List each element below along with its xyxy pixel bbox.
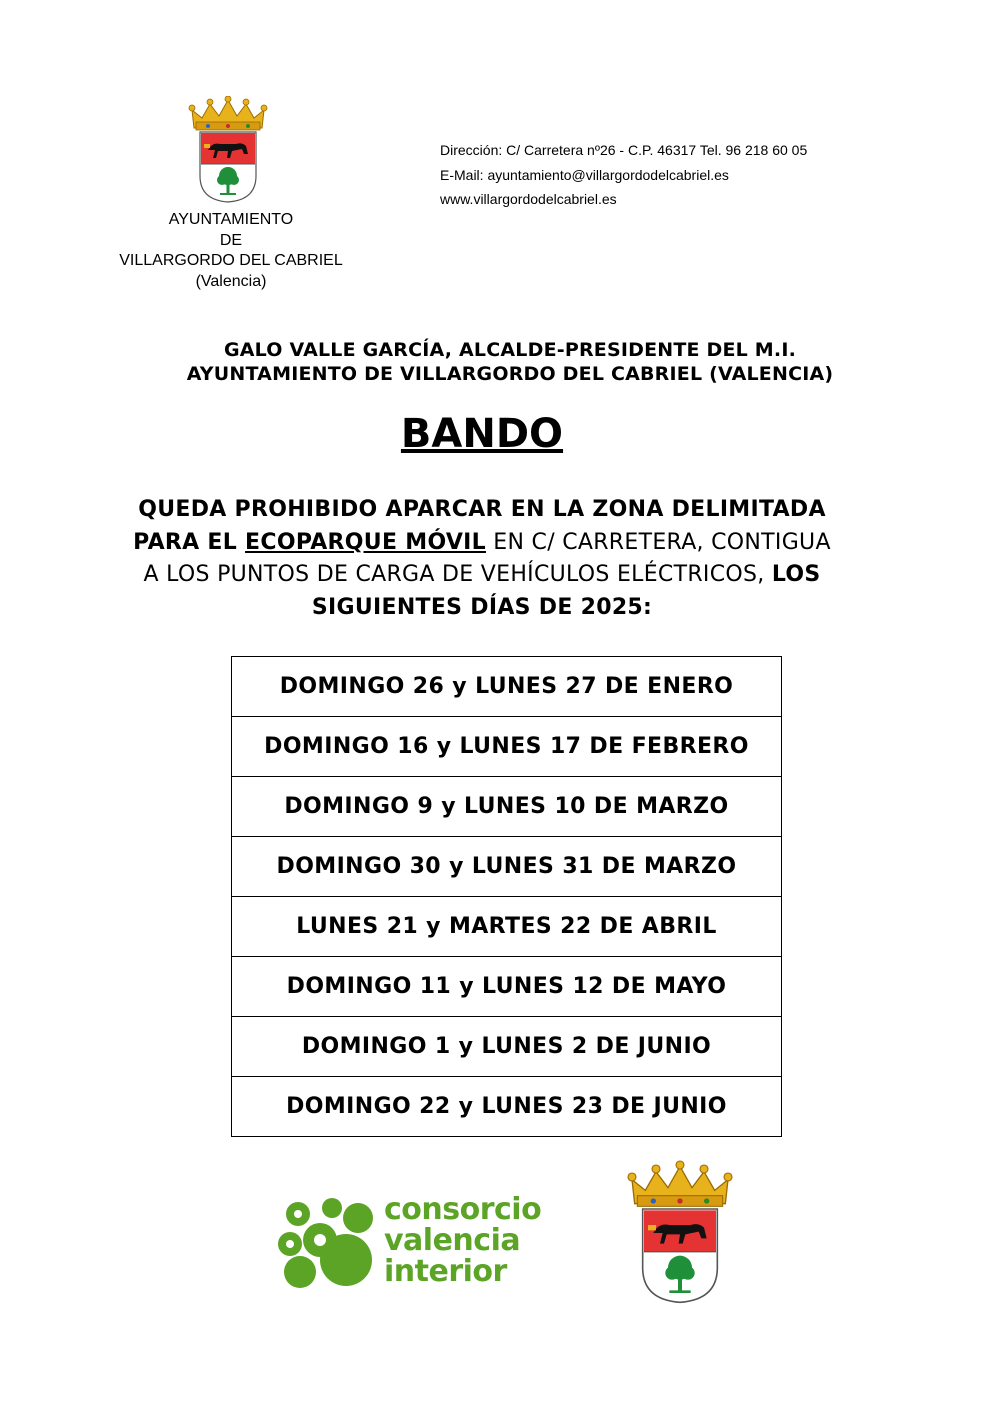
table-row bbox=[232, 1017, 782, 1077]
notice-line-1: QUEDA PROHIBIDO APARCAR EN LA ZONA DELIMITADA bbox=[138, 497, 826, 522]
date-cell: DOMINGO 22 y LUNES 23 DE JUNIO bbox=[232, 1077, 782, 1137]
notice-line-2 bbox=[80, 527, 884, 560]
table-row bbox=[232, 957, 782, 1017]
date-cell: LUNES 21 y MARTES 22 DE ABRIL bbox=[232, 897, 782, 957]
date-cell: DOMINGO 9 y LUNES 10 DE MARZO bbox=[232, 777, 782, 837]
municipality-block bbox=[100, 210, 362, 292]
partner-line: consorcio bbox=[384, 1192, 542, 1227]
date-cell: DOMINGO 11 y LUNES 12 DE MAYO bbox=[232, 957, 782, 1017]
notice-line-2a: PARA EL bbox=[133, 529, 246, 555]
notice-line-2c: EN C/ CARRETERA, CONTIGUA bbox=[485, 529, 831, 555]
table-row bbox=[232, 837, 782, 897]
date-cell: DOMINGO 16 y LUNES 17 DE FEBRERO bbox=[232, 717, 782, 777]
mayor-heading bbox=[60, 338, 960, 386]
partner-line: valencia bbox=[384, 1223, 521, 1258]
notice-line-3b: LOS bbox=[771, 562, 821, 587]
notice-line-4: SIGUIENTES DÍAS DE 2025: bbox=[311, 594, 653, 620]
consorcio-circles-icon bbox=[276, 1196, 376, 1290]
table-row bbox=[232, 897, 782, 957]
contact-block bbox=[440, 138, 807, 212]
document-title: BANDO bbox=[400, 411, 564, 457]
ayto-line: DE bbox=[219, 231, 243, 249]
ayto-line: (Valencia) bbox=[195, 272, 267, 290]
notice-line-3 bbox=[80, 559, 884, 592]
date-cell: DOMINGO 30 y LUNES 31 DE MARZO bbox=[232, 837, 782, 897]
website-link[interactable]: www.villargordodelcabriel.es bbox=[440, 191, 617, 207]
partner-line: interior bbox=[384, 1254, 507, 1289]
dates-table bbox=[231, 656, 782, 1137]
address-text: Dirección: C/ Carretera nº26 - C.P. 46317 Tel. 96 218 60 05 bbox=[440, 142, 808, 158]
heading-line-2: AYUNTAMIENTO DE VILLARGORDO DEL CABRIEL (VALENCIA) bbox=[186, 363, 834, 385]
table-row bbox=[232, 717, 782, 777]
coat-of-arms-icon bbox=[624, 1160, 736, 1306]
partner-name bbox=[384, 1194, 541, 1287]
email-line bbox=[440, 163, 807, 188]
notice-line-3a: A LOS PUNTOS DE CARGA DE VEHÍCULOS ELÉCTRICOS, bbox=[143, 562, 772, 587]
table-row bbox=[232, 777, 782, 837]
table-row bbox=[232, 1077, 782, 1137]
table-row bbox=[232, 657, 782, 717]
email-label: E-Mail: bbox=[440, 166, 488, 183]
date-cell: DOMINGO 26 y LUNES 27 DE ENERO bbox=[232, 657, 782, 717]
email-link[interactable]: ayuntamiento@villargordodelcabriel.es bbox=[487, 166, 729, 183]
date-cell: DOMINGO 1 y LUNES 2 DE JUNIO bbox=[232, 1017, 782, 1077]
ayto-line: VILLARGORDO DEL CABRIEL bbox=[119, 252, 343, 269]
ayto-line: AYUNTAMIENTO bbox=[168, 211, 294, 228]
ecoparque-emphasis: ECOPARQUE MÓVIL bbox=[245, 529, 486, 555]
notice-text bbox=[80, 494, 884, 624]
coat-of-arms-icon bbox=[186, 96, 270, 204]
heading-line-1: GALO VALLE GARCÍA, ALCALDE-PRESIDENTE DEL M.I. bbox=[223, 339, 797, 361]
